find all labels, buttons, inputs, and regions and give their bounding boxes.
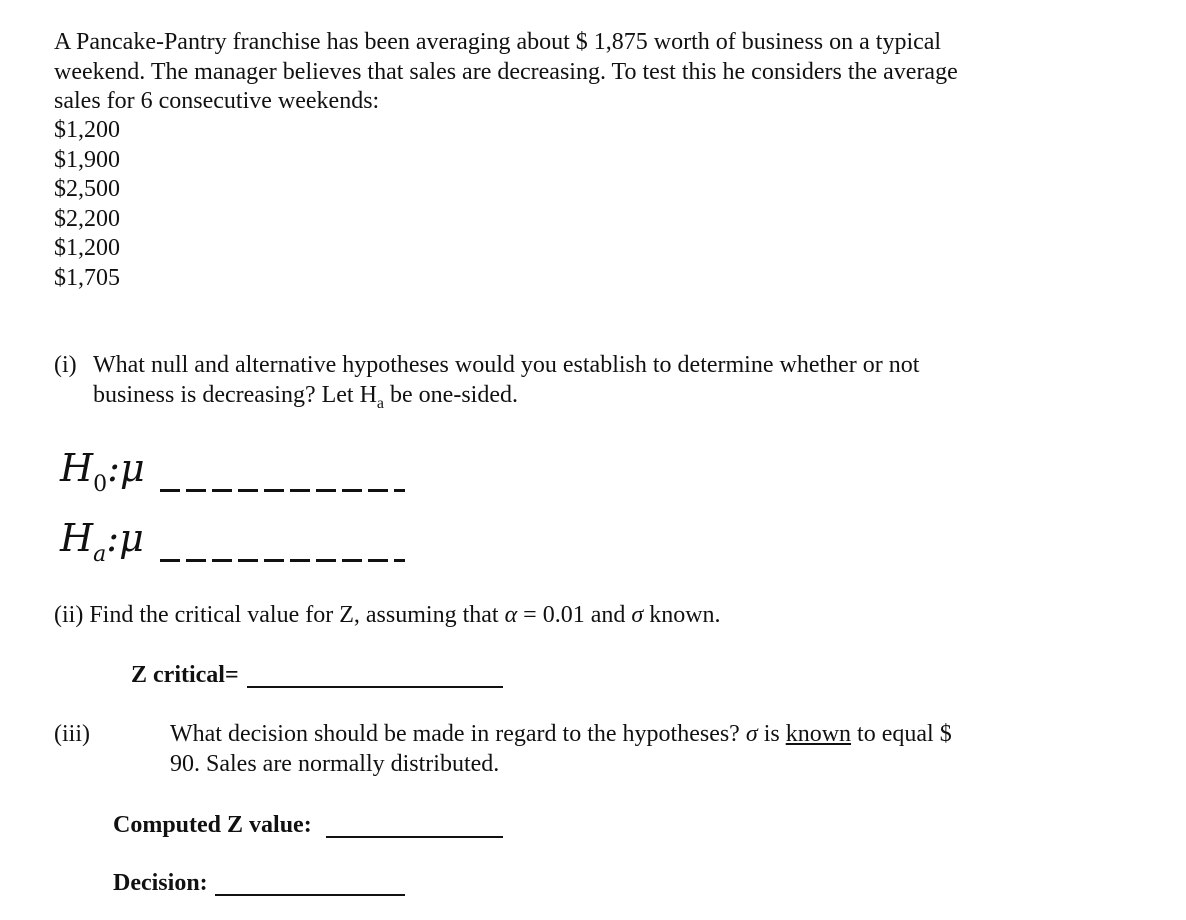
- question-2-end: known.: [643, 602, 721, 628]
- computed-z-blank[interactable]: [326, 836, 503, 838]
- decision-label: Decision:: [113, 870, 208, 896]
- question-3-text: What decision should be made in regard to the hypotheses?: [170, 721, 746, 747]
- sales-item: $2,200: [54, 205, 120, 232]
- h0-subscript: 0: [93, 472, 108, 497]
- decision-blank[interactable]: [215, 894, 405, 896]
- intro-line-3: sales for 6 consecutive weekends:: [54, 88, 380, 114]
- question-1: [54, 351, 1064, 418]
- ha-mu: :μ: [106, 516, 144, 560]
- question-2-text: (ii) Find the critical value for Z, assuming that: [54, 602, 505, 628]
- question-1-text-2b: be one-sided.: [384, 381, 518, 408]
- h0-mu: :μ: [107, 446, 145, 490]
- sales-item: $2,500: [54, 176, 120, 202]
- alpha-symbol: α: [504, 602, 518, 628]
- h0-symbol: H: [60, 446, 94, 490]
- question-3-line-1: [170, 720, 1050, 750]
- question-3: [170, 720, 1050, 779]
- question-3-equal: to equal $: [851, 721, 952, 747]
- sales-item: $1,900: [54, 146, 120, 173]
- null-hypothesis-blank[interactable]: [160, 489, 405, 492]
- sigma-symbol: σ: [631, 602, 644, 628]
- alternative-hypothesis: [60, 518, 144, 565]
- question-1-line-2: [54, 381, 1064, 418]
- sales-item: $1,705: [54, 264, 120, 291]
- ha-subscript: a: [376, 394, 385, 412]
- z-critical-label: Z critical=: [131, 662, 239, 688]
- ha-symbol: H: [60, 516, 94, 560]
- ha-hyp-subscript: a: [93, 542, 107, 567]
- question-1-text-2a: business is decreasing? Let H: [93, 381, 377, 408]
- sales-item: $1,200: [54, 235, 120, 261]
- alternative-hypothesis-blank[interactable]: [160, 559, 405, 562]
- computed-z-label: Computed Z value:: [113, 812, 312, 838]
- question-2: [54, 601, 721, 631]
- question-1-line-1: [54, 351, 1064, 381]
- null-hypothesis: [60, 448, 145, 495]
- weekend-sales-list: [54, 116, 120, 293]
- question-1-number: (i): [54, 352, 77, 378]
- question-1-text-1: What null and alternative hypotheses would you establish to determine whether or not: [93, 352, 920, 378]
- z-critical-blank[interactable]: [247, 686, 503, 688]
- question-3-line-2: 90. Sales are normally distributed.: [170, 750, 500, 777]
- intro-line-2: weekend. The manager believes that sales are decreasing. To test this he considers the average: [54, 58, 958, 85]
- question-3-is: is: [757, 721, 786, 747]
- problem-intro: [54, 28, 1064, 117]
- alpha-value: = 0.01 and: [517, 602, 632, 628]
- sigma-symbol: σ: [745, 721, 758, 747]
- sales-item: $1,200: [54, 117, 120, 143]
- known-underlined: known: [785, 721, 852, 747]
- intro-line-1: A Pancake-Pantry franchise has been averaging about $ 1,875 worth of business on a typical: [54, 29, 942, 55]
- question-3-number: (iii): [54, 721, 90, 747]
